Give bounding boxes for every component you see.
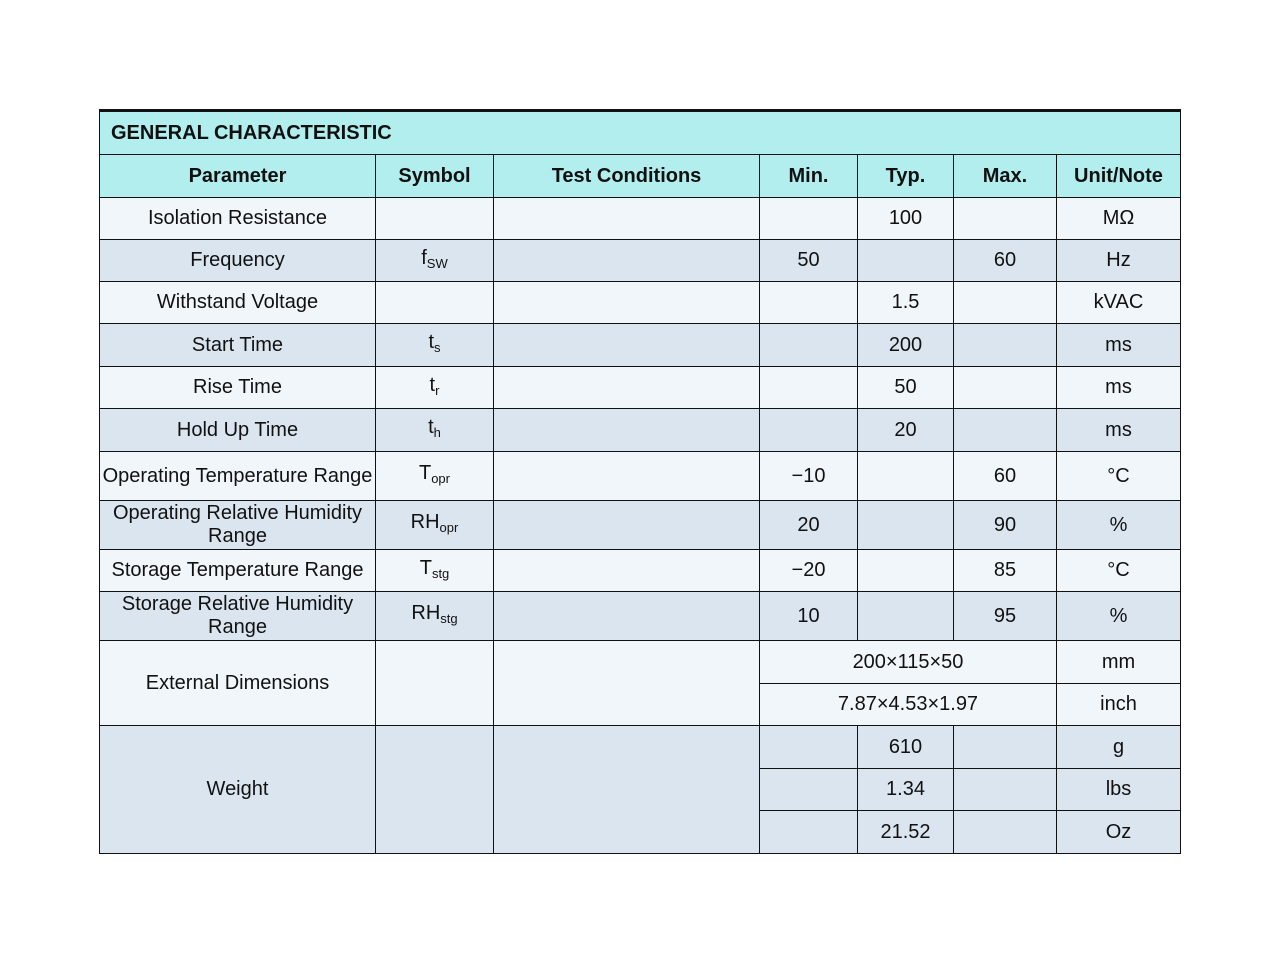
- test-conditions-cell: [494, 641, 760, 726]
- symbol-cell: [376, 550, 494, 592]
- min-cell: [760, 367, 858, 409]
- typ-cell: 200: [858, 324, 954, 367]
- symbol-cell: [376, 592, 494, 641]
- symbol-cell: [376, 641, 494, 726]
- test-conditions-cell: [494, 198, 760, 240]
- table-row: [100, 726, 1181, 769]
- unit-cell: %: [1057, 592, 1181, 641]
- table-row: [100, 501, 1181, 550]
- max-cell: [954, 409, 1057, 452]
- unit-cell: %: [1057, 501, 1181, 550]
- max-cell: 85: [954, 550, 1057, 592]
- symbol-cell: [376, 501, 494, 550]
- table-row: [100, 367, 1181, 409]
- min-cell: 10: [760, 592, 858, 641]
- max-cell: [954, 198, 1057, 240]
- max-cell: 90: [954, 501, 1057, 550]
- max-cell: 60: [954, 452, 1057, 501]
- test-conditions-cell: [494, 409, 760, 452]
- weight-value-cell: 610: [858, 726, 954, 769]
- unit-cell: kVAC: [1057, 282, 1181, 324]
- general-characteristic-table: [99, 109, 1181, 854]
- test-conditions-cell: [494, 550, 760, 592]
- symbol-cell: [376, 409, 494, 452]
- typ-cell: 50: [858, 367, 954, 409]
- unit-cell: °C: [1057, 550, 1181, 592]
- typ-cell: 20: [858, 409, 954, 452]
- max-cell: [954, 769, 1057, 811]
- min-cell: 50: [760, 240, 858, 282]
- header-unit-note: Unit/Note: [1057, 155, 1181, 198]
- symbol-base: T: [418, 462, 432, 484]
- symbol-cell: [376, 282, 494, 324]
- unit-cell: Oz: [1057, 811, 1181, 854]
- symbol-subscript: s: [434, 340, 441, 355]
- parameter-cell: Isolation Resistance: [100, 198, 376, 240]
- symbol-base: f: [421, 246, 427, 269]
- table-row: [100, 592, 1181, 641]
- table-row: [100, 641, 1181, 684]
- min-cell: [760, 282, 858, 324]
- parameter-cell: Rise Time: [100, 367, 376, 409]
- unit-cell: MΩ: [1057, 198, 1181, 240]
- table-row: [100, 550, 1181, 592]
- typ-cell: 100: [858, 198, 954, 240]
- unit-cell: ms: [1057, 367, 1181, 409]
- table-row: [100, 324, 1181, 367]
- symbol-cell: [376, 452, 494, 501]
- symbol-cell: [376, 726, 494, 854]
- symbol-subscript: h: [433, 425, 441, 440]
- unit-cell: ms: [1057, 409, 1181, 452]
- symbol-subscript: r: [435, 382, 440, 398]
- symbol-base: RH: [410, 511, 440, 533]
- unit-cell: g: [1057, 726, 1181, 769]
- symbol-base: t: [428, 416, 434, 438]
- symbol-cell: [376, 324, 494, 367]
- min-cell: [760, 198, 858, 240]
- max-cell: [954, 324, 1057, 367]
- typ-cell: [858, 240, 954, 282]
- unit-cell: lbs: [1057, 769, 1181, 811]
- max-cell: 60: [954, 240, 1057, 282]
- parameter-cell: Withstand Voltage: [100, 282, 376, 324]
- parameter-cell: Storage Relative Humidity Range: [100, 592, 376, 641]
- min-cell: [760, 324, 858, 367]
- parameter-cell: Hold Up Time: [100, 409, 376, 452]
- dimension-value-cell: 200×115×50: [760, 641, 1057, 684]
- symbol-cell: [376, 240, 494, 282]
- max-cell: [954, 726, 1057, 769]
- unit-cell: inch: [1057, 684, 1181, 726]
- typ-cell: [858, 550, 954, 592]
- table-title: GENERAL CHARACTERISTIC: [100, 111, 1181, 155]
- max-cell: [954, 367, 1057, 409]
- test-conditions-cell: [494, 282, 760, 324]
- min-cell: 20: [760, 501, 858, 550]
- test-conditions-cell: [494, 501, 760, 550]
- weight-value-cell: 21.52: [858, 811, 954, 854]
- parameter-cell: Start Time: [100, 324, 376, 367]
- header-test-conditions: Test Conditions: [494, 155, 760, 198]
- unit-cell: °C: [1057, 452, 1181, 501]
- test-conditions-cell: [494, 240, 760, 282]
- unit-cell: ms: [1057, 324, 1181, 367]
- typ-cell: [858, 452, 954, 501]
- parameter-cell: Storage Temperature Range: [100, 550, 376, 592]
- unit-cell: mm: [1057, 641, 1181, 684]
- typ-cell: [858, 501, 954, 550]
- table-row: [100, 240, 1181, 282]
- test-conditions-cell: [494, 726, 760, 854]
- test-conditions-cell: [494, 452, 760, 501]
- symbol-base: t: [428, 331, 435, 353]
- parameter-cell: Frequency: [100, 240, 376, 282]
- min-cell: [760, 726, 858, 769]
- symbol-cell: [376, 198, 494, 240]
- header-typ: Typ.: [858, 155, 954, 198]
- header-symbol: Symbol: [376, 155, 494, 198]
- symbol-base: t: [429, 373, 436, 396]
- test-conditions-cell: [494, 367, 760, 409]
- max-cell: [954, 811, 1057, 854]
- table-row: [100, 409, 1181, 452]
- parameter-cell: External Dimensions: [100, 641, 376, 726]
- symbol-subscript: opr: [431, 471, 450, 486]
- parameter-cell: Operating Relative Humidity Range: [100, 501, 376, 550]
- table-row: [100, 198, 1181, 240]
- symbol-base: RH: [411, 602, 441, 624]
- test-conditions-cell: [494, 324, 760, 367]
- symbol-subscript: opr: [439, 520, 459, 535]
- symbol-base: T: [419, 556, 432, 579]
- parameter-cell: Operating Temperature Range: [100, 452, 376, 501]
- max-cell: [954, 282, 1057, 324]
- weight-value-cell: 1.34: [858, 769, 954, 811]
- typ-cell: [858, 592, 954, 641]
- header-max: Max.: [954, 155, 1057, 198]
- symbol-subscript: stg: [431, 565, 450, 581]
- header-parameter: Parameter: [100, 155, 376, 198]
- dimension-value-cell: 7.87×4.53×1.97: [760, 684, 1057, 726]
- table-row: [100, 452, 1181, 501]
- symbol-subscript: stg: [440, 611, 458, 626]
- min-cell: −20: [760, 550, 858, 592]
- test-conditions-cell: [494, 592, 760, 641]
- min-cell: −10: [760, 452, 858, 501]
- min-cell: [760, 409, 858, 452]
- unit-cell: Hz: [1057, 240, 1181, 282]
- header-min: Min.: [760, 155, 858, 198]
- parameter-cell: Weight: [100, 726, 376, 854]
- min-cell: [760, 769, 858, 811]
- symbol-cell: [376, 367, 494, 409]
- table-row: [100, 282, 1181, 324]
- symbol-subscript: SW: [426, 255, 448, 271]
- min-cell: [760, 811, 858, 854]
- max-cell: 95: [954, 592, 1057, 641]
- typ-cell: 1.5: [858, 282, 954, 324]
